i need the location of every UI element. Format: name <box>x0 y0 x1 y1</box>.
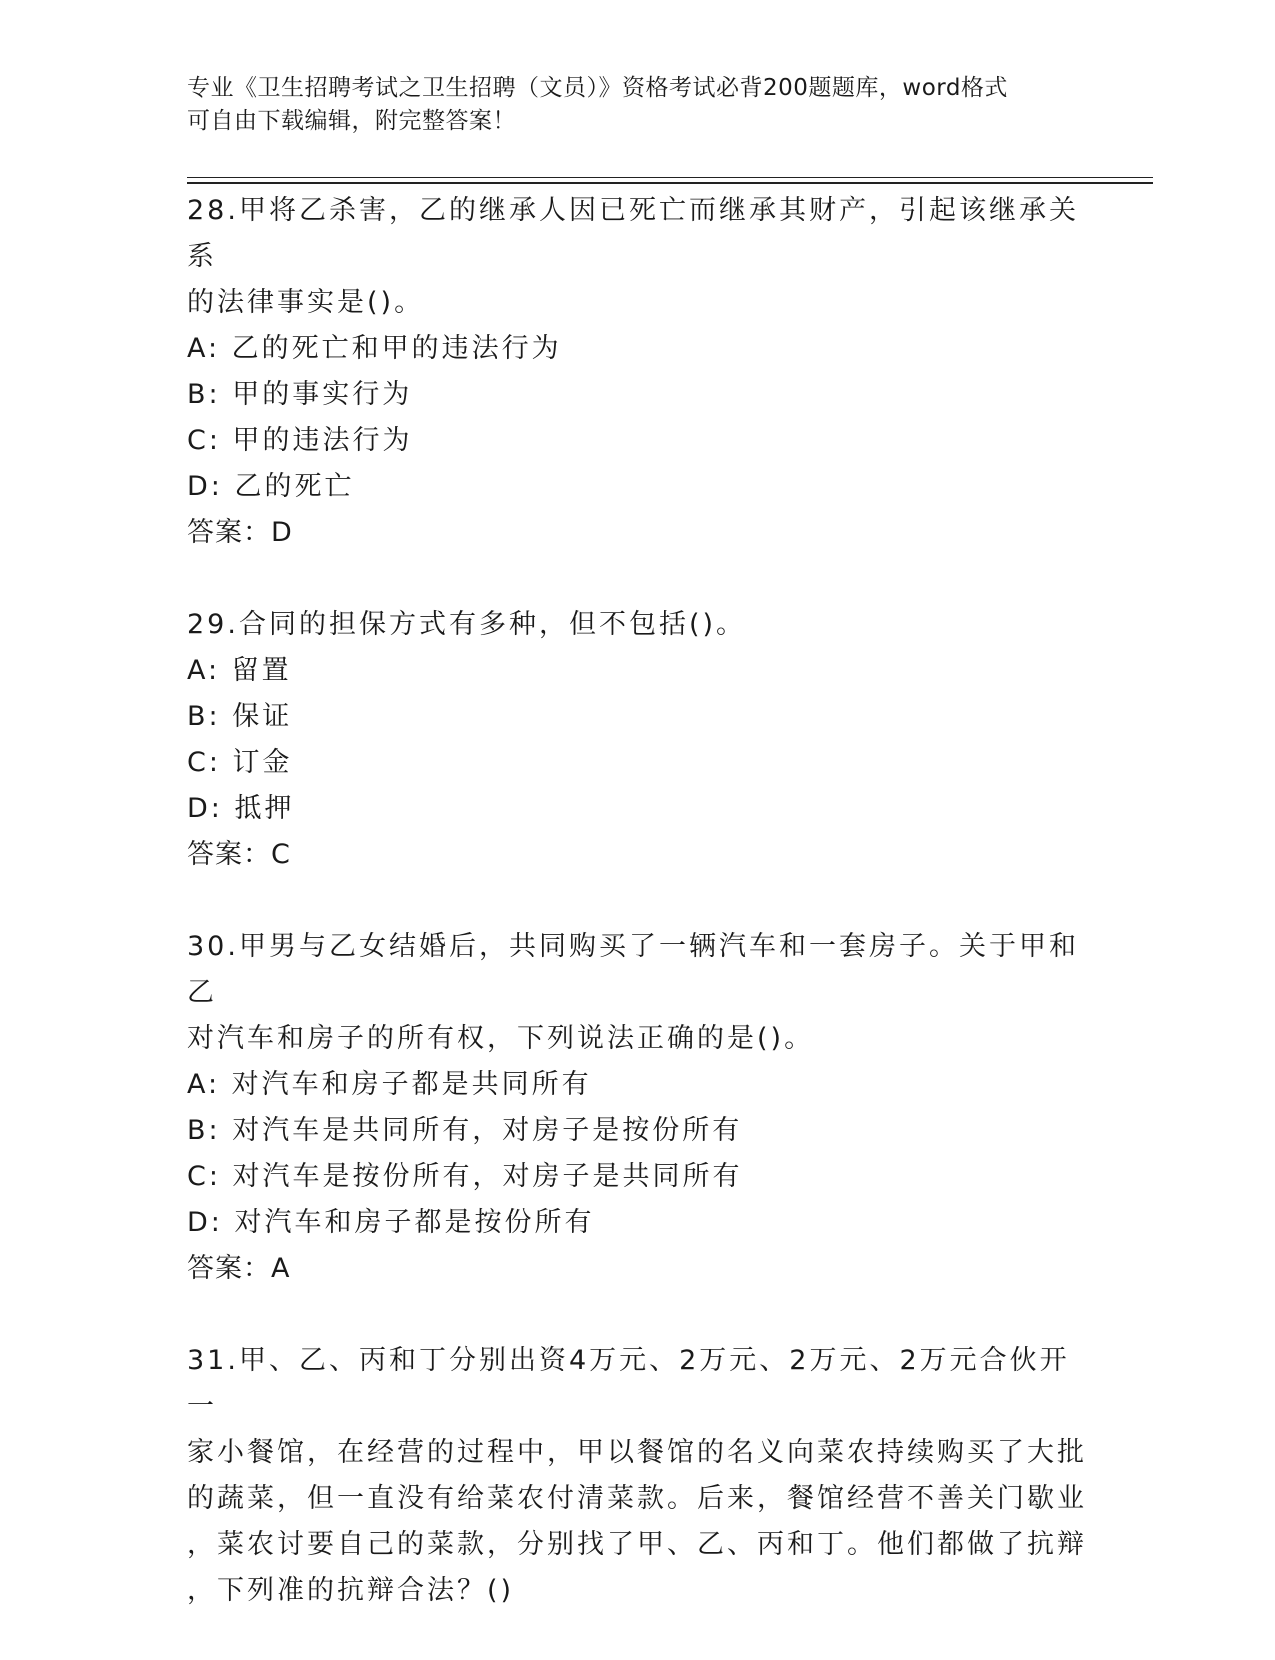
option-b: B: 保证 <box>187 701 293 732</box>
question-28 <box>187 188 1087 556</box>
question-stem-line: 30.甲男与乙女结婚后，共同购买了一辆汽车和一套房子。关于甲和乙 <box>187 931 1079 1008</box>
answer-line: 答案：A <box>187 1253 291 1284</box>
answer-line: 答案：C <box>187 839 291 870</box>
option-c: C: 甲的违法行为 <box>187 425 413 456</box>
question-stem-line: 31.甲、乙、丙和丁分别出资4万元、2万元、2万元、2万元合伙开一 <box>187 1345 1070 1422</box>
header-rule-thin <box>187 177 1153 178</box>
option-a: A: 留置 <box>187 655 292 686</box>
option-c: C: 对汽车是按份所有，对房子是共同所有 <box>187 1161 743 1192</box>
option-a: A: 乙的死亡和甲的违法行为 <box>187 333 562 364</box>
document-header <box>187 72 1087 138</box>
question-30 <box>187 924 1087 1292</box>
option-b: B: 对汽车是共同所有，对房子是按份所有 <box>187 1115 743 1146</box>
option-d: D: 抵押 <box>187 793 295 824</box>
header-line-2: 可自由下载编辑，附完整答案！ <box>187 108 516 134</box>
option-d: D: 对汽车和房子都是按份所有 <box>187 1207 595 1238</box>
question-stem-line: 29.合同的担保方式有多种，但不包括()。 <box>187 609 747 640</box>
option-c: C: 订金 <box>187 747 293 778</box>
header-rule-thick <box>187 182 1153 184</box>
question-stem-line: ，下列准的抗辩合法？() <box>187 1575 515 1606</box>
option-b: B: 甲的事实行为 <box>187 379 413 410</box>
header-line-1: 专业《卫生招聘考试之卫生招聘（文员）》资格考试必背200题题库，word格式 <box>187 75 1008 101</box>
question-stem-line: ，菜农讨要自己的菜款，分别找了甲、乙、丙和丁。他们都做了抗辩 <box>187 1529 1087 1560</box>
question-29 <box>187 602 1087 878</box>
question-31 <box>187 1338 1087 1614</box>
question-stem-line: 的法律事实是()。 <box>187 287 425 318</box>
answer-line: 答案：D <box>187 517 293 548</box>
question-stem-line: 家小餐馆，在经营的过程中，甲以餐馆的名义向菜农持续购买了大批 <box>187 1437 1087 1468</box>
question-list <box>187 188 1087 1660</box>
question-stem-line: 28.甲将乙杀害，乙的继承人因已死亡而继承其财产，引起该继承关系 <box>187 195 1079 272</box>
option-d: D: 乙的死亡 <box>187 471 355 502</box>
question-stem-line: 对汽车和房子的所有权，下列说法正确的是()。 <box>187 1023 815 1054</box>
option-a: A: 对汽车和房子都是共同所有 <box>187 1069 592 1100</box>
question-stem-line: 的蔬菜，但一直没有给菜农付清菜款。后来，餐馆经营不善关门歇业 <box>187 1483 1087 1514</box>
